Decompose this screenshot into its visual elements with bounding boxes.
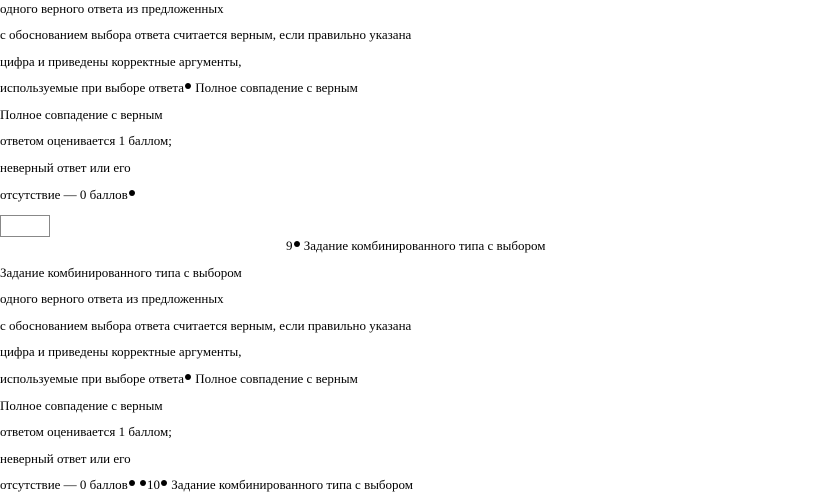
text-line: отсутствие — 0 баллов — [0, 187, 136, 202]
text-line: одного верного ответа из предложенных — [0, 1, 224, 16]
text-line: цифра и приведены корректные аргументы, — [0, 54, 242, 69]
bullet-icon — [185, 374, 191, 380]
bullet-icon — [129, 190, 135, 196]
text-line: с обоснованием выбора ответа считается верным, если правильно указана — [0, 27, 412, 42]
text-line: ответом оценивается 1 баллом; — [0, 424, 172, 439]
bullet-icon — [140, 480, 146, 486]
text-line: Задание комбинированного типа с выбором — [0, 265, 242, 280]
text-line: используемые при выборе ответа Полное совпадение с верным — [0, 371, 358, 386]
text-line: используемые при выборе ответа Полное совпадение с верным — [0, 80, 358, 95]
text-line: неверный ответ или его — [0, 451, 131, 466]
text-line: ответом оценивается 1 баллом; — [0, 133, 172, 148]
text-line: одного верного ответа из предложенных — [0, 291, 224, 306]
text-line: с обоснованием выбора ответа считается верным, если правильно указана — [0, 318, 412, 333]
task-heading: 9 Задание комбинированного типа с выбором — [286, 238, 546, 253]
text-line: Полное совпадение с верным — [0, 398, 163, 413]
bullet-icon — [129, 480, 135, 486]
bullet-icon — [161, 480, 167, 486]
text-line: Полное совпадение с верным — [0, 107, 163, 122]
text-line: цифра и приведены корректные аргументы, — [0, 344, 242, 359]
empty-box — [0, 215, 50, 237]
text-line: неверный ответ или его — [0, 160, 131, 175]
bullet-icon — [185, 83, 191, 89]
bullet-icon — [294, 241, 300, 247]
text-line: отсутствие — 0 баллов 10 Задание комбинированного типа с выбором — [0, 477, 414, 492]
